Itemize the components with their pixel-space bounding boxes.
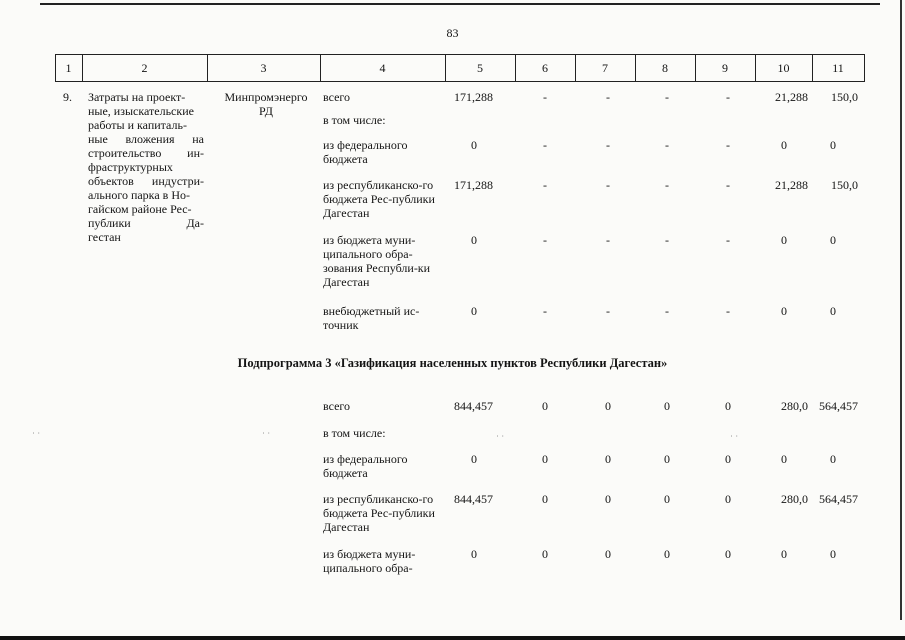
value-col10: 0 [781, 233, 787, 247]
row-number: 9. [63, 90, 72, 104]
value-col8: - [665, 304, 669, 318]
header-col-9: 9 [722, 61, 728, 75]
header-col-8: 8 [662, 61, 668, 75]
value-col6: 0 [542, 452, 548, 466]
value-col5: 0 [471, 233, 477, 247]
value-col11: 0 [830, 452, 836, 466]
project-title-line: объектов индустри- [88, 174, 204, 188]
value-col5: 0 [471, 547, 477, 561]
value-col7: - [606, 233, 610, 247]
funding-label: внебюджетный ис-точник [323, 304, 420, 332]
value-col8: - [665, 138, 669, 152]
project-title-line: работы и капиталь- [88, 118, 187, 132]
value-col5: 171,288 [454, 178, 493, 192]
value-col8: - [665, 178, 669, 192]
value-col11: 564,457 [819, 399, 858, 413]
project-title-line: публики Да- [88, 216, 204, 230]
funding-label: всего [323, 399, 351, 413]
value-col5: 844,457 [454, 399, 493, 413]
value-col10: 0 [781, 452, 787, 466]
header-col-11: 11 [832, 61, 844, 75]
project-title-line: гайском районе Рес- [88, 202, 192, 216]
value-col8: - [665, 90, 669, 104]
executor: Минпромэнерго РД [224, 90, 308, 118]
value-col9: - [726, 304, 730, 318]
value-col10: 0 [781, 547, 787, 561]
project-title-line: гестан [88, 230, 121, 244]
value-col10: 280,0 [781, 399, 808, 413]
funding-label: из бюджета муни-ципального обра- [323, 547, 416, 575]
header-col-5: 5 [477, 61, 483, 75]
value-col10: 21,288 [775, 90, 808, 104]
value-col8: 0 [664, 547, 670, 561]
value-col11: 0 [830, 547, 836, 561]
value-col9: 0 [725, 492, 731, 506]
value-col6: 0 [542, 547, 548, 561]
value-col7: - [606, 178, 610, 192]
project-title-line: ального парка в Но- [88, 188, 190, 202]
header-col-1: 1 [65, 61, 72, 75]
value-col7: - [606, 304, 610, 318]
header-col-4: 4 [379, 61, 386, 75]
value-col6: - [543, 90, 547, 104]
funding-label: в том числе: [323, 113, 386, 127]
value-col7: 0 [605, 399, 611, 413]
value-col6: - [543, 138, 547, 152]
value-col5: 0 [471, 138, 477, 152]
header-col-2: 2 [141, 61, 148, 75]
page-number: 83 [446, 26, 459, 40]
value-col7: 0 [605, 492, 611, 506]
scan-speck: ˙ ˙ [262, 431, 271, 441]
header-col-6: 6 [542, 61, 548, 75]
project-title-line: ные вложения на [88, 132, 204, 146]
value-col9: - [726, 233, 730, 247]
header-col-10: 10 [777, 61, 790, 75]
value-col7: 0 [605, 452, 611, 466]
project-title-line: фраструктурных [88, 160, 173, 174]
value-col11: 150,0 [831, 90, 858, 104]
header-col-3: 3 [260, 61, 267, 75]
value-col7: - [606, 138, 610, 152]
value-col9: - [726, 178, 730, 192]
value-col8: 0 [664, 492, 670, 506]
value-col5: 844,457 [454, 492, 493, 506]
value-col7: 0 [605, 547, 611, 561]
value-col8: 0 [664, 399, 670, 413]
value-col6: 0 [542, 399, 548, 413]
value-col6: - [543, 178, 547, 192]
funding-label: из бюджета муни-ципального обра-зования Республи-ки Дагестан [323, 233, 431, 289]
scan-speck: ˙ ˙ [730, 434, 739, 444]
funding-label: из федерального бюджета [323, 138, 408, 166]
funding-label: из республиканско-го бюджета Рес-публики Дагестан [323, 178, 435, 220]
scan-speck: ˙ ˙ [496, 434, 505, 444]
value-col9: 0 [725, 547, 731, 561]
project-title-line: ные, изыскательские [88, 104, 194, 118]
value-col11: 0 [830, 233, 836, 247]
value-col8: - [665, 233, 669, 247]
value-col8: 0 [664, 452, 670, 466]
value-col5: 171,288 [454, 90, 493, 104]
value-col10: 21,288 [775, 178, 808, 192]
project-title-line: Затраты на проект- [88, 90, 186, 104]
value-col11: 0 [830, 138, 836, 152]
funding-label: в том числе: [323, 426, 386, 440]
value-col9: - [726, 90, 730, 104]
project-title-line: строительство ин- [88, 146, 204, 160]
project-title [88, 90, 204, 244]
value-col9: 0 [725, 399, 731, 413]
value-col11: 0 [830, 304, 836, 318]
value-col10: 0 [781, 304, 787, 318]
value-col10: 280,0 [781, 492, 808, 506]
value-col7: - [606, 90, 610, 104]
funding-label: из федерального бюджета [323, 452, 408, 480]
value-col6: - [543, 304, 547, 318]
header-col-7: 7 [602, 61, 608, 75]
value-col5: 0 [471, 452, 477, 466]
value-col9: - [726, 138, 730, 152]
value-col6: - [543, 233, 547, 247]
value-col10: 0 [781, 138, 787, 152]
value-col6: 0 [542, 492, 548, 506]
value-col11: 564,457 [819, 492, 858, 506]
value-col5: 0 [471, 304, 477, 318]
subprogram-heading: Подпрограмма 3 «Газификация населенных пунктов Республики Дагестан» [237, 356, 668, 370]
value-col9: 0 [725, 452, 731, 466]
scan-speck: ˙ ˙ [32, 431, 41, 441]
funding-label: из республиканско-го бюджета Рес-публики Дагестан [323, 492, 435, 534]
funding-label: всего [323, 90, 351, 104]
value-col11: 150,0 [831, 178, 858, 192]
